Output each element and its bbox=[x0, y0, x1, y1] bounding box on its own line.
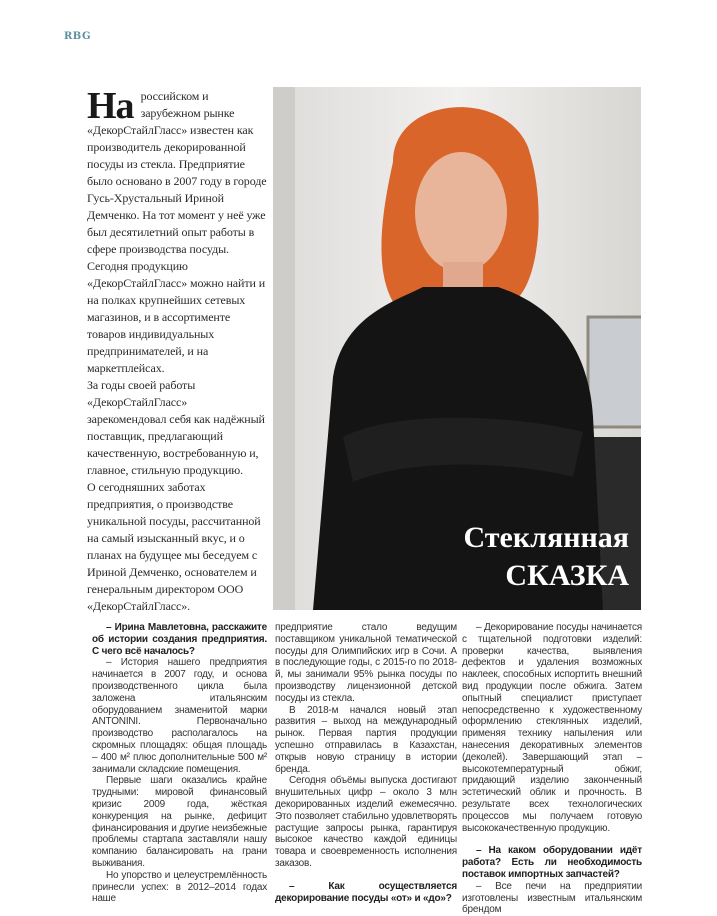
article-column-3 bbox=[462, 622, 642, 916]
intro-paragraph bbox=[87, 85, 269, 258]
interview-answer: Первые шаги оказались крайне трудными: мировой финансовый кризис 2009 года, жёсткая конкуренция на рынке, дефицит финансирования и другие неизбежные проблемы стартапа заставляли нашу компанию балансировать на грани выживания. bbox=[92, 775, 267, 869]
headline bbox=[464, 519, 629, 595]
intro-lead bbox=[87, 85, 269, 615]
interview-answer: предприятие стало ведущим поставщиком уникальной тематической посуды для Олимпийских игр в Сочи. А в последующие годы, с 2015-го по 2018-й, мы занимали 95% рынка посуды по производству лицензионной детской посуды из стекла. bbox=[275, 622, 457, 704]
door-frame bbox=[273, 87, 295, 610]
interview-question: – На каком оборудовании идёт работа? Есть ли необходимость поставок импортных запчастей? bbox=[462, 845, 642, 880]
face bbox=[415, 152, 507, 272]
interview-question: – Как осуществляется декорирование посуды «от» и «до»? bbox=[275, 880, 457, 904]
intro-text: российском и зарубежном рынке «ДекорСтайлГласс» известен как производитель декорированной посуды из стекла. Предприятие было основано в 2007 году в городе Гусь-Хрустальный Ириной Демченко. На тот момент у неё уже был десятилетний опыт работы в сфере производства посуды. bbox=[87, 89, 267, 256]
headline-line-1: Стеклянная bbox=[463, 521, 629, 554]
interview-answer: Но упорство и целеустремлённость принесли успех: в 2012–2014 годах наше bbox=[92, 869, 267, 905]
interview-answer: – Декорирование посуды начинается с тщательной подготовки изделий: проверки качества, выявления дефектов и удаления возможных наклеек, способных испортить внешний вид продукции после обжига. Затем опытный специалист приступает непосредственно к художественному оформлению стеклянных изделий, применяя технику напыления или нанесения декоративных элементов (деколей). Завершающий этап – высокотемпературный обжиг, придающий изделию законченный эстетический облик и прочность. В результате всех технологических процессов мы получаем готовую высококачественную продукцию. bbox=[462, 622, 642, 834]
portrait-photo bbox=[273, 87, 641, 610]
intro-paragraph: О сегодняшних заботах предприятия, о производстве уникальной посуды, рассчитанной на самый изысканный вкус, и о планах на будущее мы беседуем с Ириной Демченко, основателем и генеральным директором ООО «ДекорСтайлГласс». bbox=[87, 480, 261, 613]
article-column-2 bbox=[275, 622, 457, 904]
certificate-frame bbox=[588, 317, 641, 427]
interview-answer: – Все печи на предприятии изготовлены известным итальянским брендом bbox=[462, 880, 642, 916]
interview-answer: – История нашего предприятия начинается в 2007 году, и основа производственного цикла была заложена итальянским оборудованием знаменитой марки ANTONINI. Первоначально производство располагалось на скромных площадях: общая площадь – 400 м² плюс дополнительные 500 м² занимали складские помещения. bbox=[92, 657, 267, 775]
interview-question: – Ирина Мавлетовна, расскажите об истории создания предприятия. С чего всё началось? bbox=[92, 622, 267, 657]
intro-paragraph: Сегодня продукцию «ДекорСтайлГласс» можно найти и на полках крупнейших сетевых магазинов, и в ассортименте товаров индивидуальных предпринимателей, и на маркетплейсах. bbox=[87, 259, 266, 375]
headline-line-2: СКАЗКА bbox=[505, 559, 629, 592]
interview-answer: В 2018-м начался новый этап развития – выход на международный рынок. Первая партия продукции успешно отправилась в Казахстан, открыв новую страницу в истории бренда. bbox=[275, 704, 457, 775]
section-label: RBG bbox=[64, 31, 91, 42]
intro-paragraph: За годы своей работы «ДекорСтайлГласс» зарекомендовал себя как надёжный поставщик, предлагающий качественную, востребованную и, главное, стильную продукцию. bbox=[87, 378, 265, 477]
drop-cap: На bbox=[87, 85, 134, 127]
article-column-1 bbox=[92, 622, 267, 905]
interview-answer: Сегодня объёмы выпуска достигают внушительных цифр – около 3 млн декорированных изделий ежемесячно. Это позволяет стабильно удовлетворять растущие запросы рынка, гарантируя высокое качество каждой единицы товара и своевременность исполнения заказов. bbox=[275, 775, 457, 869]
